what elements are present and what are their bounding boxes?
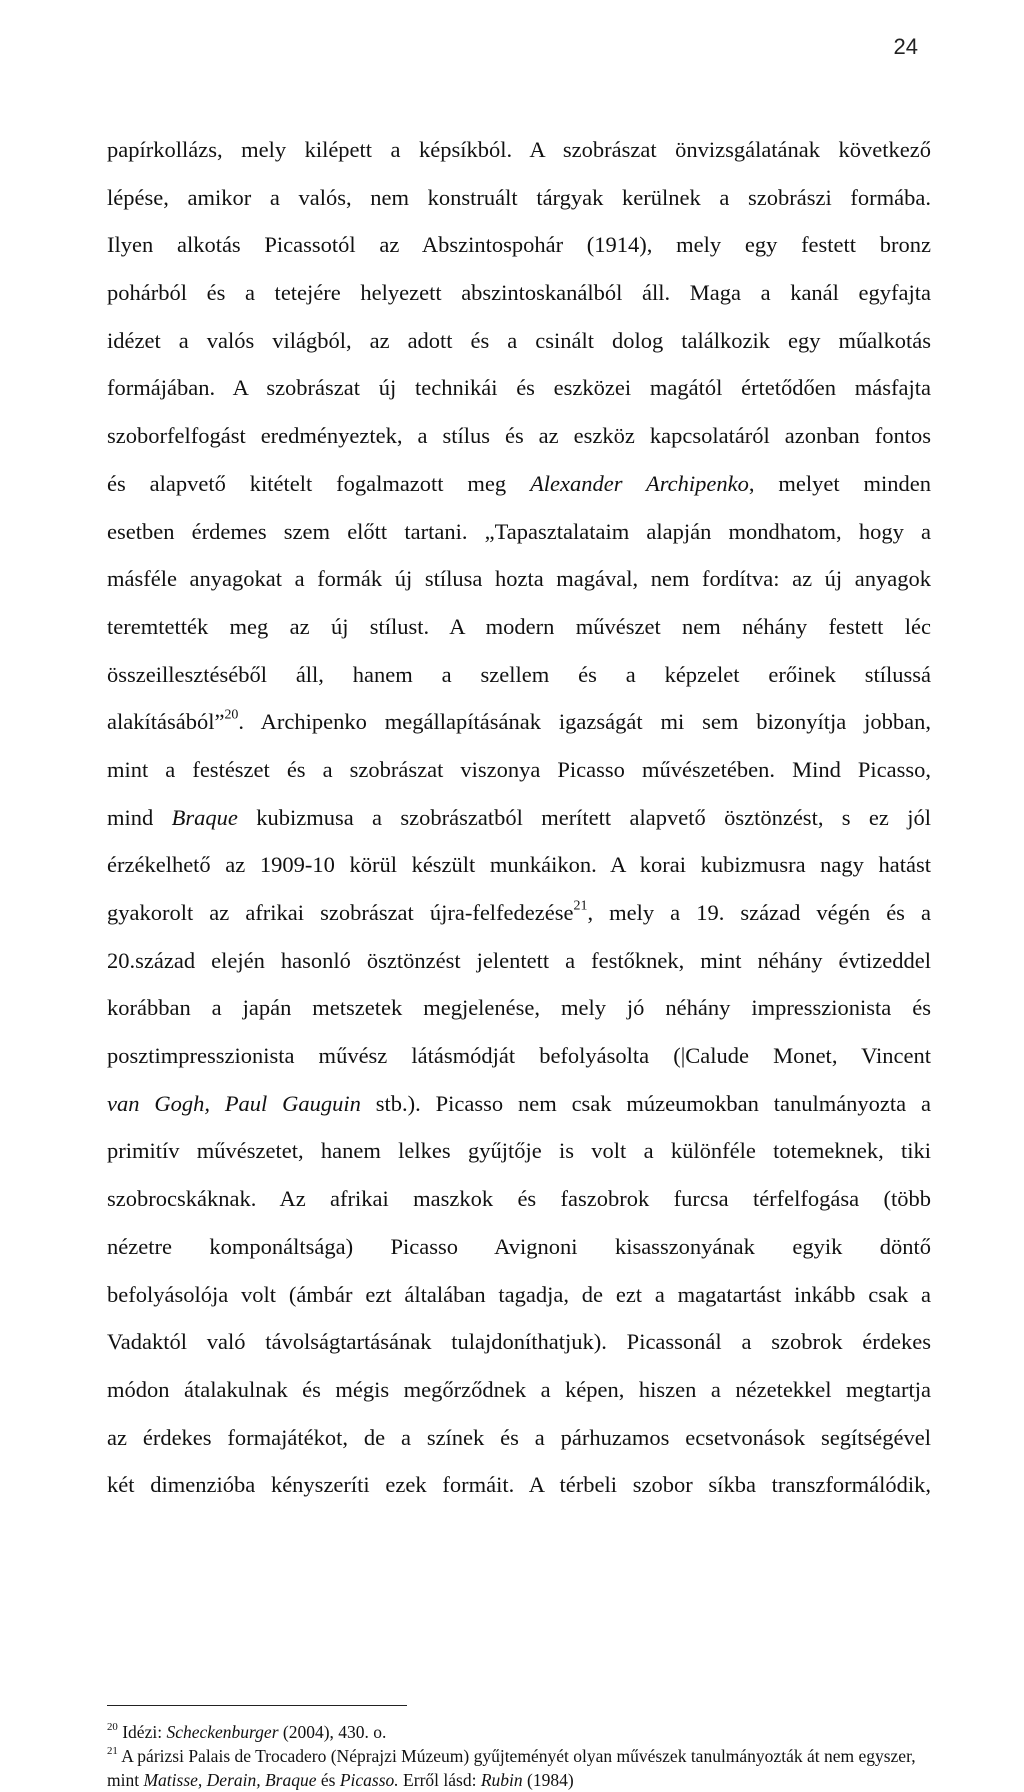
footnote-20: $^{20}$ Idézi: Scheckenburger (2004), 430. o.: [107, 1720, 387, 1742]
text-line: korábban a japán metszetek megjelenése, mely jó néhány impresszionista és: [107, 995, 931, 1021]
main-text: [107, 126, 931, 1509]
text-line: mint a festészet és a szobrászat viszonya Picasso művészetében. Mind Picasso,: [107, 756, 931, 782]
text-line: gyakorolt az afrikai szobrászat újra-felfedezése$^{21}$, mely a 19. század végén és a: [107, 898, 931, 925]
text-line: Ilyen alkotás Picassotól az Abszintospohár (1914), mely egy festett bronz: [107, 232, 931, 258]
footnote-reference: 20: [224, 707, 239, 723]
text-line: pohárból és a tetejére helyezett abszintoskanálból áll. Maga a kanál egyfajta: [107, 280, 931, 306]
text-line: nézetre komponáltsága) Picasso Avignoni kisasszonyának egyik döntő: [107, 1233, 931, 1259]
text-line: és alapvető kitételt fogalmazott meg Alexander Archipenko, melyet minden: [107, 470, 931, 496]
text-line: másféle anyagokat a formák új stílusa hozta magával, nem fordítva: az új anyagok: [107, 566, 931, 592]
text-line: idézet a valós világból, az adott és a csinált dolog találkozik egy műalkotás: [107, 327, 931, 353]
text-line: papírkollázs, mely kilépett a képsíkból. A szobrászat önvizsgálatának következő: [107, 137, 931, 162]
text-line: az érdekes formajátékot, de a színek és a párhuzamos ecsetvonások segítségével: [107, 1424, 931, 1450]
footnote-reference: 21: [573, 898, 588, 914]
text-line: formájában. A szobrászat új technikái és eszközei magától értetődően másfajta: [107, 375, 931, 401]
text-line: posztimpresszionista művész látásmódját befolyásolta (|Calude Monet, Vincent: [107, 1043, 931, 1069]
text-line: esetben érdemes szem előtt tartani. „Tapasztalataim alapján mondhatom, hogy a: [107, 518, 931, 544]
footnotes: [107, 1720, 931, 1792]
text-line: szobrocskáknak. Az afrikai maszkok és faszobrok furcsa térfelfogása (több: [107, 1186, 931, 1212]
text-line: mind Braque kubizmusa a szobrászatból merített alapvető ösztönzést, s ez jól: [107, 804, 931, 830]
text-line: két dimenzióba kényszeríti ezek formáit. A térbeli szobor síkba transzformálódik,: [107, 1472, 931, 1498]
text-line: befolyásolója volt (ámbár ezt általában tagadja, de ezt a magatartást inkább csak a: [107, 1281, 931, 1307]
text-line: teremtették meg az új stílust. A modern művészet nem néhány festett léc: [107, 613, 931, 639]
footnote-divider: [107, 1705, 407, 1706]
text-line: alakításából”$^{20}$. Archipenko megállapításának igazságát mi sem bizonyítja jobban,: [107, 707, 931, 735]
text-line: Vadaktól való távolságtartásának tulajdoníthatjuk). Picassonál a szobrok érdekes: [107, 1329, 931, 1355]
text-line: szoborfelfogást eredményeztek, a stílus és az eszköz kapcsolatáról azonban fontos: [107, 423, 931, 449]
text-line: primitív művészetet, hanem lelkes gyűjtője is volt a különféle totemeknek, tiki: [107, 1138, 931, 1164]
text-line: érzékelhető az 1909-10 körül készült munkáikon. A korai kubizmusra nagy hatást: [107, 852, 931, 878]
footnote-21: $^{21}$ A párizsi Palais de Trocadero (Néprajzi Múzeum) gyűjteményét olyan művészek tanulmányozták át nem egyszer, mint Matisse, Derain, Braque és Picasso. Erről lásd: Rubin (1984): [107, 1744, 916, 1790]
footnote-mark: 20: [107, 1720, 118, 1733]
text-line: 20.század elején hasonló ösztönzést jelentett a festőknek, mint néhány évtizeddel: [107, 947, 931, 973]
text-line: módon átalakulnak és mégis megőrződnek a képen, hiszen a nézetekkel megtartja: [107, 1376, 931, 1402]
text-line: összeillesztéséből áll, hanem a szellem és a képzelet erőinek stílussá: [107, 661, 931, 687]
page-number: 24: [893, 34, 918, 59]
text-line: lépése, amikor a valós, nem konstruált tárgyak kerülnek a szobrászi formába.: [107, 184, 931, 210]
footnote-mark: 21: [107, 1744, 118, 1757]
text-line: van Gogh, Paul Gauguin stb.). Picasso nem csak múzeumokban tanulmányozta a: [107, 1090, 931, 1116]
